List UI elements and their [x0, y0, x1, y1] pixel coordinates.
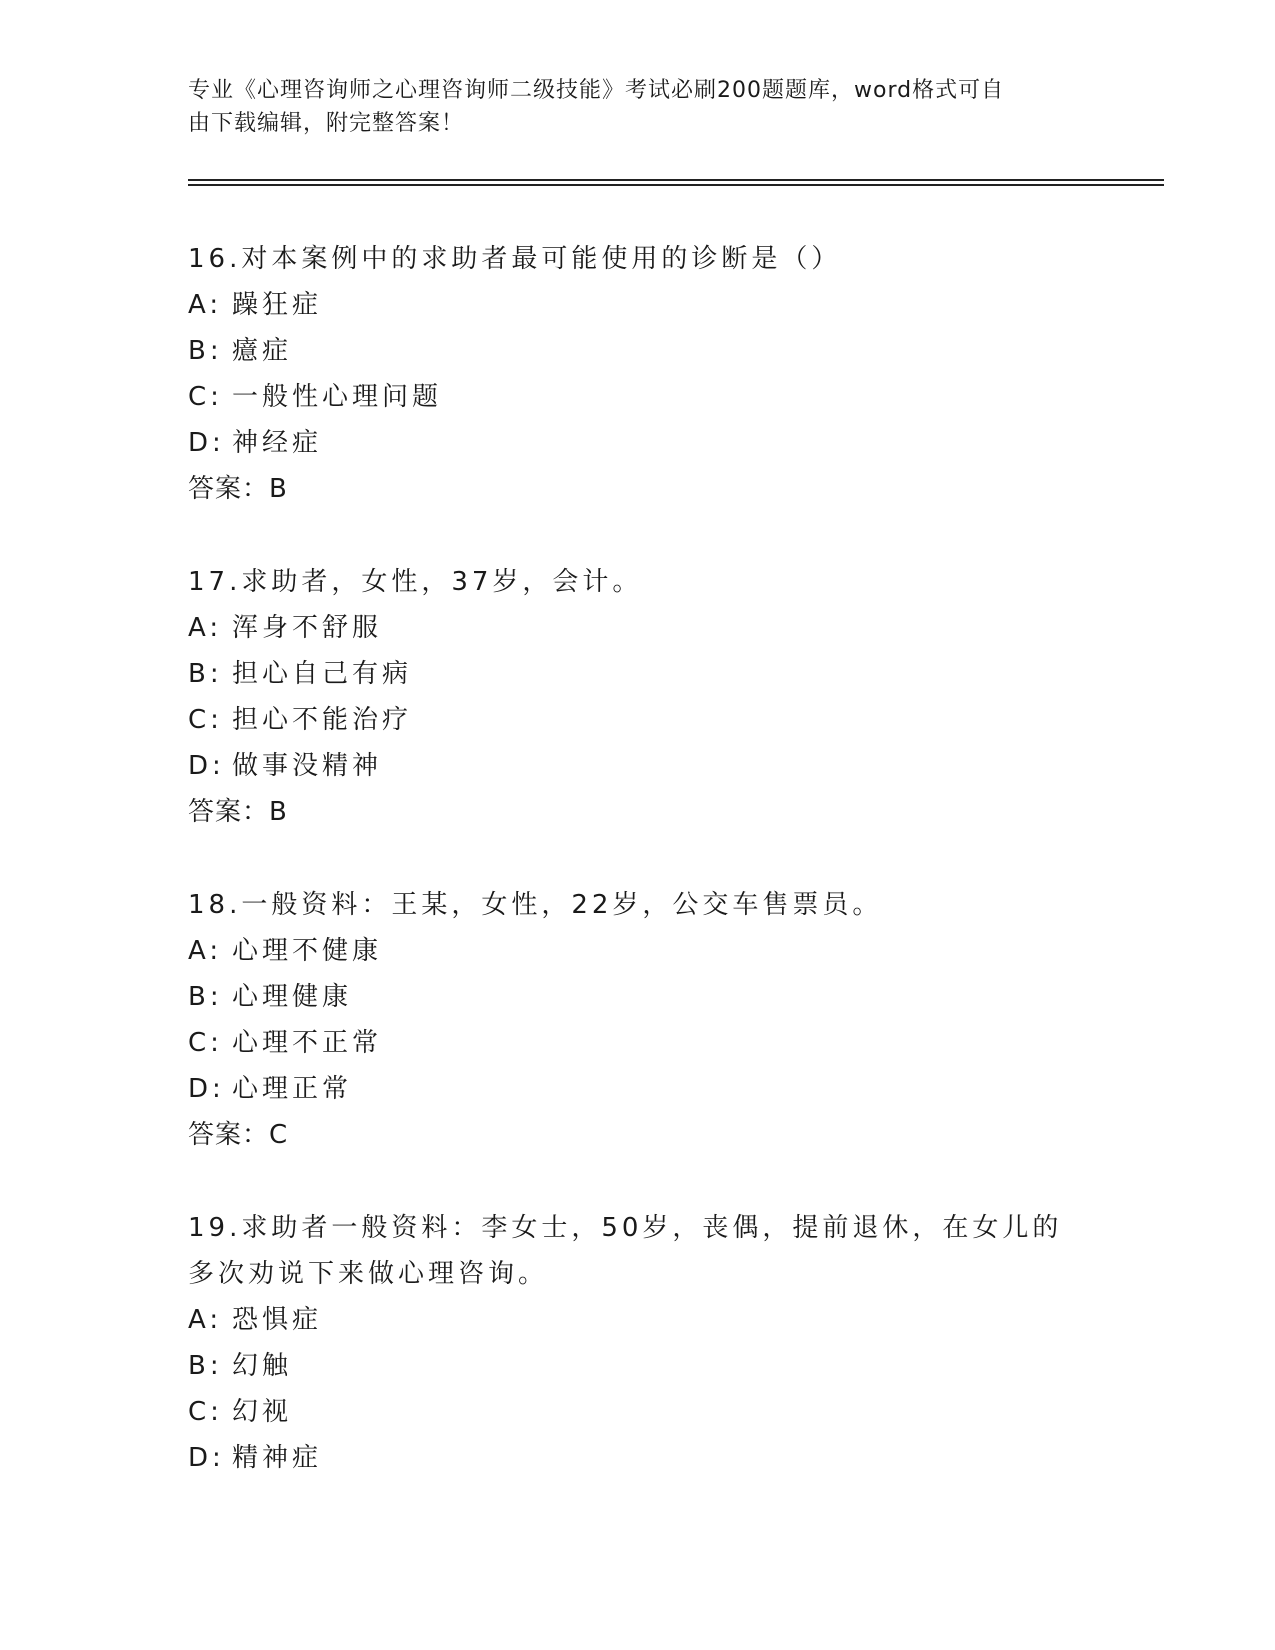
option-text: 心理不正常 [232, 1028, 383, 1058]
option-text: 恐惧症 [232, 1305, 323, 1335]
option-a [188, 928, 1088, 974]
option-a [188, 282, 1088, 328]
header-line-2: 由下载编辑，附完整答案！ [188, 111, 465, 136]
option-text: 浑身不舒服 [232, 613, 383, 643]
option-text: 心理健康 [232, 982, 353, 1012]
option-label: B: [188, 659, 223, 689]
option-b [188, 1343, 1088, 1389]
option-label: C: [188, 705, 223, 735]
option-a [188, 1297, 1088, 1343]
question-16 [188, 236, 1088, 512]
option-text: 担心不能治疗 [232, 705, 413, 735]
option-c [188, 374, 1088, 420]
question-list [188, 236, 1088, 1528]
option-text: 神经症 [232, 428, 323, 458]
header-divider-top [188, 179, 1164, 181]
option-label: B: [188, 1351, 223, 1381]
question-17 [188, 559, 1088, 835]
question-stem: 19.求助者一般资料：李女士，50岁，丧偶，提前退休，在女儿的多次劝说下来做心理咨询。 [188, 1213, 1063, 1289]
option-d [188, 420, 1088, 466]
option-text: 心理不健康 [232, 936, 383, 966]
option-d [188, 1435, 1088, 1481]
option-label: A: [188, 613, 223, 643]
option-label: A: [188, 936, 223, 966]
option-b [188, 651, 1088, 697]
option-text: 担心自己有病 [232, 659, 413, 689]
option-text: 心理正常 [232, 1074, 353, 1104]
option-d [188, 1066, 1088, 1112]
document-header [188, 74, 1068, 140]
answer-line: 答案：B [188, 797, 288, 827]
option-label: C: [188, 382, 223, 412]
option-label: D: [188, 1443, 225, 1473]
option-label: A: [188, 290, 223, 320]
option-label: D: [188, 751, 225, 781]
option-text: 一般性心理问题 [232, 382, 443, 412]
option-b [188, 974, 1088, 1020]
option-text: 做事没精神 [232, 751, 383, 781]
header-divider-bottom [188, 184, 1164, 186]
option-label: A: [188, 1305, 223, 1335]
option-label: C: [188, 1397, 223, 1427]
question-stem: 16.对本案例中的求助者最可能使用的诊断是（） [188, 244, 842, 274]
option-a [188, 605, 1088, 651]
option-text: 幻视 [232, 1397, 293, 1427]
option-label: D: [188, 428, 225, 458]
option-label: C: [188, 1028, 223, 1058]
option-c [188, 1389, 1088, 1435]
answer-line: 答案：C [188, 1120, 289, 1150]
option-text: 精神症 [232, 1443, 323, 1473]
option-b [188, 328, 1088, 374]
answer-line: 答案：B [188, 474, 288, 504]
option-text: 躁狂症 [232, 290, 323, 320]
option-text: 癔症 [232, 336, 293, 366]
option-label: D: [188, 1074, 225, 1104]
option-d [188, 743, 1088, 789]
option-label: B: [188, 336, 223, 366]
option-c [188, 1020, 1088, 1066]
question-18 [188, 882, 1088, 1158]
question-stem: 17.求助者，女性，37岁，会计。 [188, 567, 643, 597]
header-line-1: 专业《心理咨询师之心理咨询师二级技能》考试必刷200题题库，word格式可自 [188, 78, 1005, 103]
question-19 [188, 1205, 1088, 1481]
option-text: 幻触 [232, 1351, 293, 1381]
option-label: B: [188, 982, 223, 1012]
question-stem: 18.一般资料：王某，女性，22岁，公交车售票员。 [188, 890, 883, 920]
option-c [188, 697, 1088, 743]
